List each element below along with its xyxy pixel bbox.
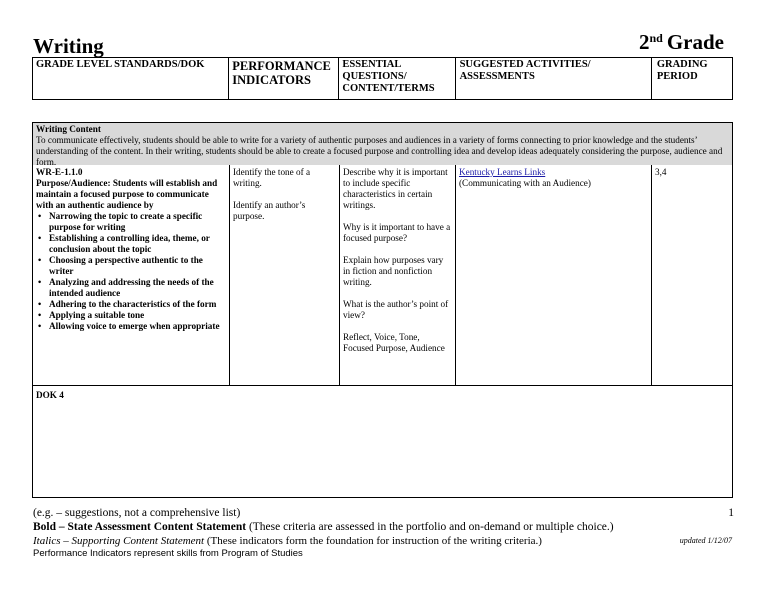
italic-desc: (These indicators form the foundation for instruction of the writing criteria.) <box>204 535 542 547</box>
column-header-table <box>32 57 733 100</box>
header-standards: GRADE LEVEL STANDARDS/DOK <box>33 58 229 100</box>
bold-label: Bold – State Assessment Content Statement <box>33 521 247 533</box>
question-item: Explain how purposes vary in fiction and nonfiction writing. <box>343 255 444 287</box>
footer-note: (e.g. – suggestions, not a comprehensive list) <box>33 507 241 519</box>
footer-italic-line <box>33 534 733 548</box>
header-performance: PERFORMANCE INDICATORS <box>229 58 339 100</box>
dok-label: DOK 4 <box>36 390 64 400</box>
standard-bullets <box>36 211 226 332</box>
question-item: Describe why it is important to include specific characteristics in certain writings. <box>343 167 448 210</box>
writing-content-section <box>32 122 733 498</box>
standard-code: WR-E-1.1.0 <box>36 167 83 177</box>
italic-label: Italics – Supporting Content Statement <box>33 535 205 547</box>
band-title: Writing Content <box>36 124 101 134</box>
header-essential: ESSENTIAL QUESTIONS/ CONTENT/TERMS <box>339 58 455 100</box>
kentucky-learns-link[interactable]: Kentucky Learns Links <box>459 167 546 177</box>
activities-cell <box>455 165 651 385</box>
performance-item: Identify an author’s purpose. <box>233 200 306 221</box>
grade-suffix: nd <box>649 31 663 45</box>
questions-cell <box>339 165 455 385</box>
page-number: 1 <box>728 507 734 519</box>
question-item: Why is it important to have a focused purpose? <box>343 222 451 243</box>
performance-cell <box>229 165 339 385</box>
row-divider <box>33 385 732 386</box>
grade-word: Grade <box>666 30 724 54</box>
bullet-item: • Applying a suitable tone <box>36 310 226 321</box>
bullet-item: • Narrowing the topic to create a specific purpose for writing <box>36 211 226 233</box>
footer-legend <box>33 506 733 560</box>
standard-text: Purpose/Audience: Students will establish and maintain a focused purpose to communicate with an authentic audience by <box>36 178 218 210</box>
page-title: Writing <box>33 34 104 58</box>
bullet-item: • Adhering to the characteristics of the form <box>36 299 226 310</box>
grading-cell <box>651 165 732 385</box>
updated-date: updated 1/12/07 <box>679 536 732 545</box>
grade-number: 2 <box>638 30 650 54</box>
header-grading: GRADING PERIOD <box>651 58 732 100</box>
question-item: What is the author’s point of view? <box>343 299 449 320</box>
grading-value: 3,4 <box>655 167 667 177</box>
band-text: To communicate effectively, students should be able to write for a variety of authentic purposes and audiences in a variety of forms connecting to prior knowledge and the students’ understanding of the content. In their writing, students should be able to create a focused purpose and controlling idea and develop ideas adequately considering the purpose, audience and form. <box>36 135 723 167</box>
question-item: Reflect, Voice, Tone, Focused Purpose, Audience <box>343 332 445 353</box>
header-activities: SUGGESTED ACTIVITIES/ ASSESSMENTS <box>455 58 651 100</box>
footer-bold-line <box>33 520 733 534</box>
content-band <box>33 123 732 165</box>
grade-heading <box>639 30 724 55</box>
standards-cell <box>33 165 229 385</box>
bullet-item: • Allowing voice to emerge when appropriate <box>36 321 226 332</box>
footer-performance-note: Performance Indicators represent skills from Program of Studies <box>33 548 303 559</box>
bullet-item: • Choosing a perspective authentic to the writer <box>36 255 226 277</box>
bullet-item: • Analyzing and addressing the needs of the intended audience <box>36 277 226 299</box>
activity-text: (Communicating with an Audience) <box>459 178 591 188</box>
performance-item: Identify the tone of a writing. <box>233 167 311 188</box>
bullet-item: • Establishing a controlling idea, theme, or conclusion about the topic <box>36 233 226 255</box>
bold-desc: (These criteria are assessed in the portfolio and on-demand or multiple choice.) <box>246 521 614 533</box>
